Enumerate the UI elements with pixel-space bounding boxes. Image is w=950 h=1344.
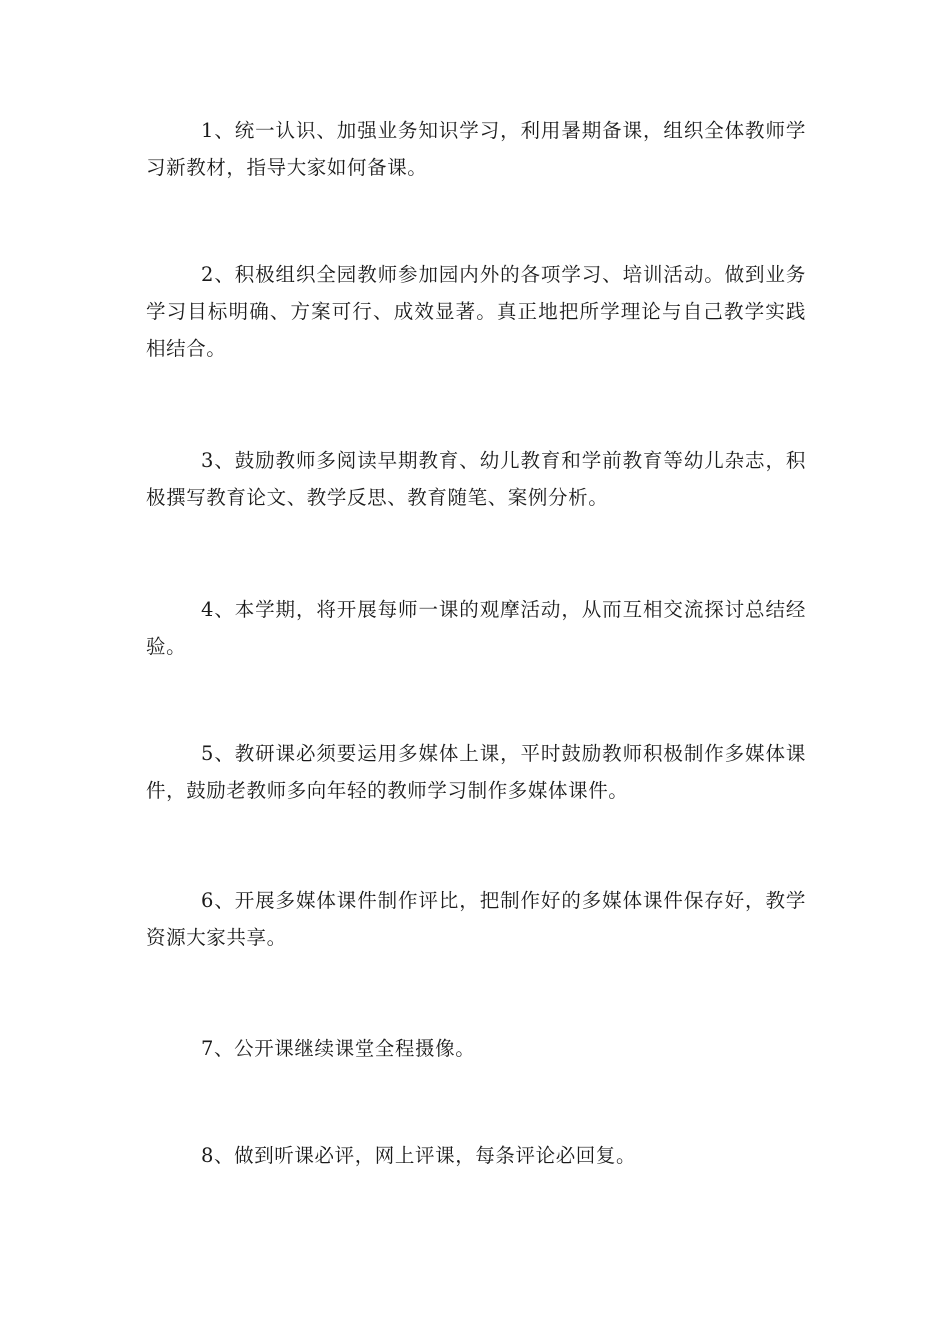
paragraph-6: 6、开展多媒体课件制作评比，把制作好的多媒体课件保存好，教学资源大家共享。 [146, 889, 806, 949]
paragraph-4: 4、本学期，将开展每师一课的观摩活动，从而互相交流探讨总结经验。 [146, 598, 806, 658]
paragraph-2: 2、积极组织全园教师参加园内外的各项学习、培训活动。做到业务学习目标明确、方案可行、成效显著。真正地把所学理论与自己教学实践相结合。 [146, 263, 806, 360]
paragraph-8: 8、做到听课必评，网上评课，每条评论必回复。 [201, 1144, 637, 1167]
paragraph-7: 7、公开课继续课堂全程摄像。 [201, 1037, 476, 1060]
paragraph-5: 5、教研课必须要运用多媒体上课，平时鼓励教师积极制作多媒体课件，鼓励老教师多向年轻的教师学习制作多媒体课件。 [146, 742, 806, 802]
paragraph-3: 3、鼓励教师多阅读早期教育、幼儿教育和学前教育等幼儿杂志，积极撰写教育论文、教学反思、教育随笔、案例分析。 [146, 449, 806, 509]
paragraph-1: 1、统一认识、加强业务知识学习，利用暑期备课，组织全体教师学习新教材，指导大家如何备课。 [146, 119, 806, 179]
